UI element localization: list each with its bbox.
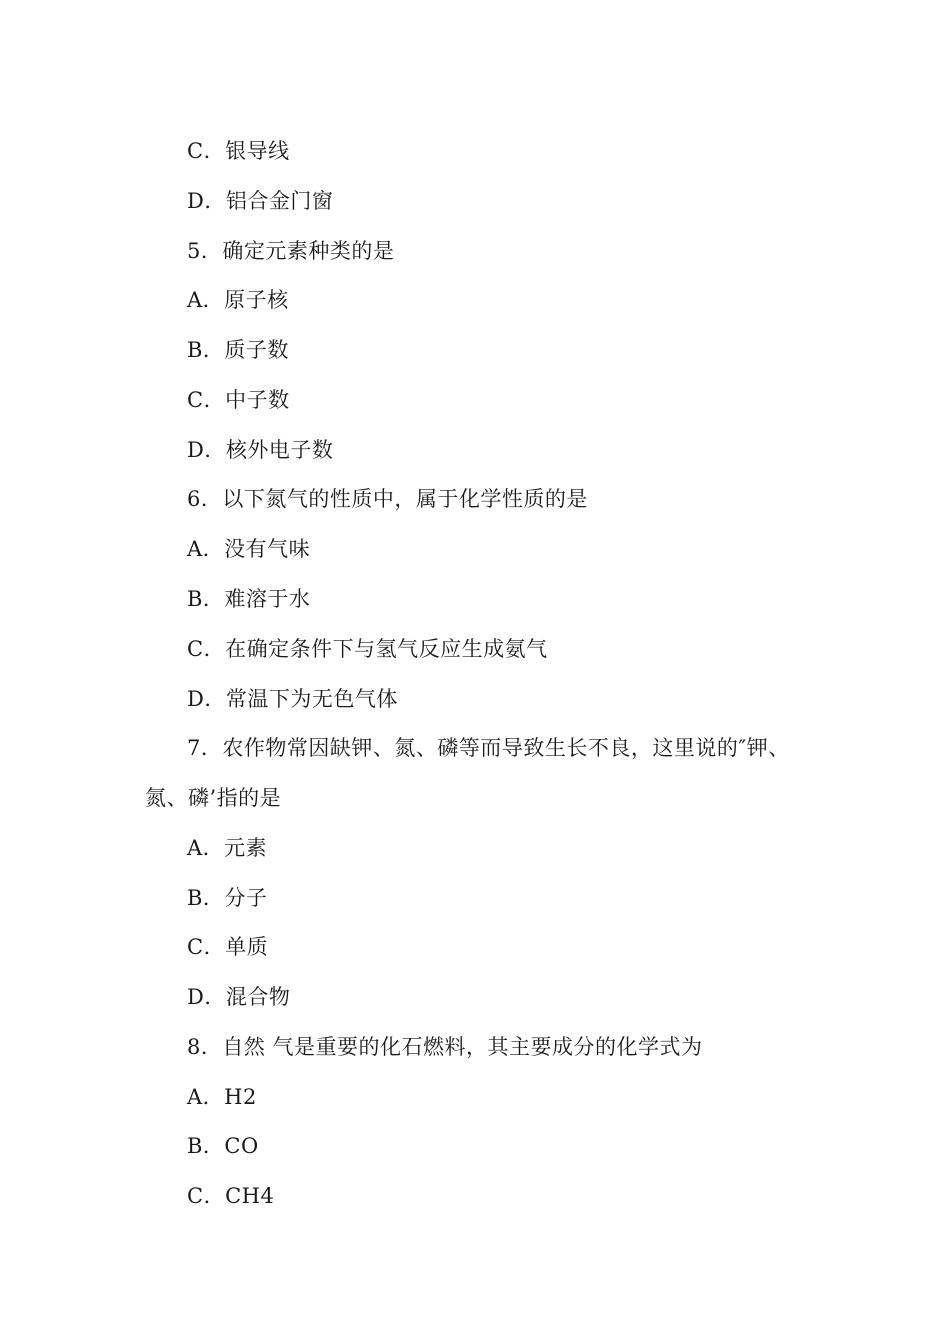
question-7-option-d: D．混合物 [187,985,291,1009]
question-6-option-c: C．在确定条件下与氢气反应生成氨气 [187,637,548,661]
question-8: 8．自然 气是重要的化石燃料，其主要成分的化学式为 [187,1035,703,1059]
question-7-line-2: 氮、磷’指的是 [145,786,282,810]
question-6: 6．以下氮气的性质中，属于化学性质的是 [187,487,588,511]
question-6-option-d: D．常温下为无色气体 [187,687,398,711]
question-8-option-c: C．CH4 [187,1184,275,1208]
question-5-option-a: A．原子核 [187,288,289,312]
question-7-option-c: C．单质 [187,935,269,959]
option-c-silver-wire: C．银导线 [187,139,290,163]
question-5: 5．确定元素种类的是 [187,239,395,263]
question-6-option-b: B．难溶于水 [187,587,311,611]
question-5-option-c: C．中子数 [187,388,290,412]
question-5-option-d: D．核外电子数 [187,438,334,462]
question-6-option-a: A．没有气味 [187,537,311,561]
question-5-option-b: B．质子数 [187,338,289,362]
question-8-option-b: B．CO [187,1134,259,1158]
question-8-option-a: A．H2 [187,1085,257,1109]
option-d-aluminum-window: D．铝合金门窗 [187,189,334,213]
question-7-option-b: B．分子 [187,886,268,910]
question-7-option-a: A．元素 [187,836,268,860]
question-7-line-1: 7．农作物常因缺钾、氮、磷等而导致生长不良，这里说的″钾、 [187,736,790,760]
